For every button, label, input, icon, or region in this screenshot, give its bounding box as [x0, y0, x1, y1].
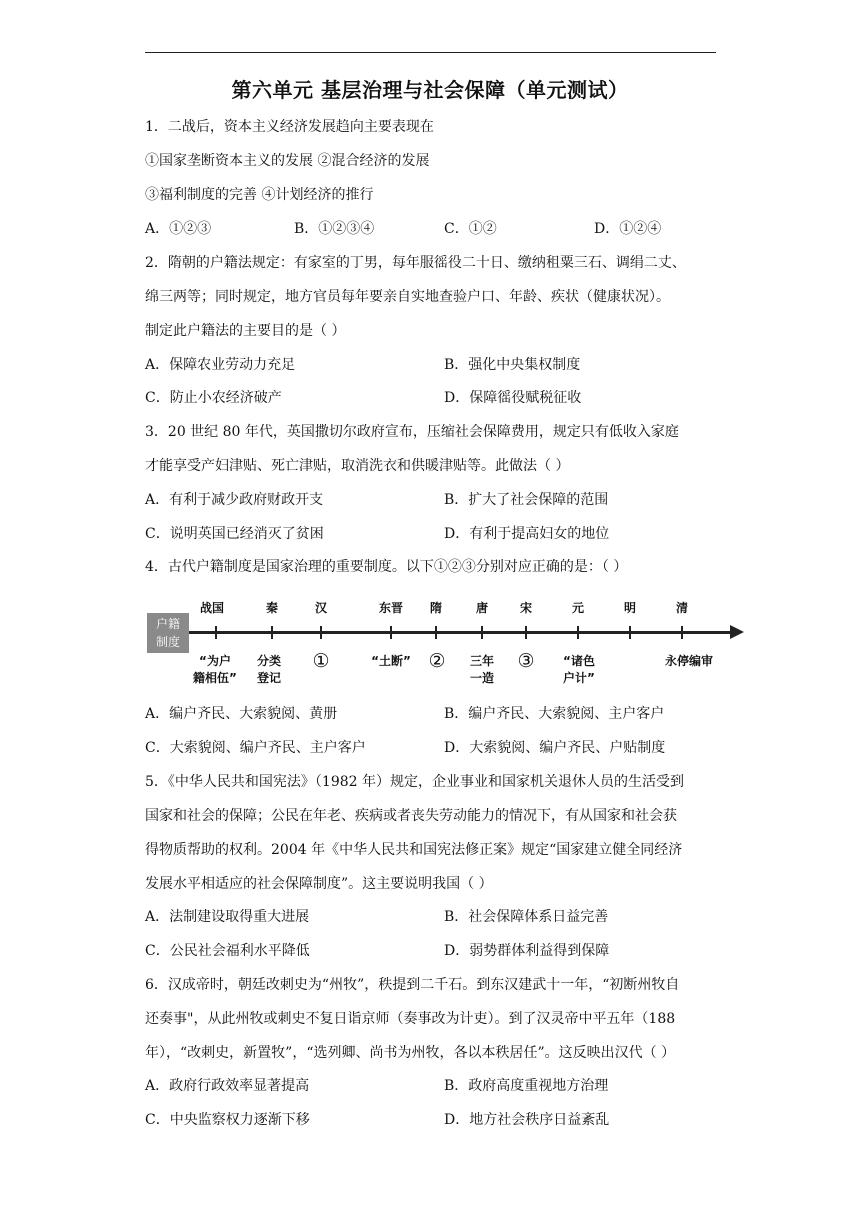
timeline-dynasty: 东晋 [378, 601, 404, 615]
q3-option-a[interactable]: A．有利于减少政府财政开支 [145, 492, 324, 508]
q1-option-d[interactable]: D．①②④ [594, 221, 662, 237]
timeline-dynasty: 秦 [265, 601, 279, 615]
q1-option-c[interactable]: C．①② [444, 221, 497, 237]
timeline-tick [215, 626, 217, 639]
timeline-event: 分类 登记 [256, 654, 282, 685]
q1-option-a[interactable]: A．①②③ [145, 221, 212, 237]
q2-option-d[interactable]: D．保障徭役赋税征收 [444, 390, 582, 406]
timeline-dynasty: 宋 [519, 601, 533, 615]
header-rule [145, 52, 716, 53]
timeline-dynasty: 隋 [429, 601, 443, 615]
timeline-dynasty: 明 [623, 601, 637, 615]
q5-stem-line: 发展水平相适应的社会保障制度”。这主要说明我国（ ） [145, 876, 493, 892]
timeline-dynasty: 战国 [199, 601, 225, 615]
timeline-arrow-icon [730, 625, 744, 639]
q5-option-d[interactable]: D．弱势群体利益得到保障 [444, 943, 610, 959]
q5-option-a[interactable]: A．法制建设取得重大进展 [145, 909, 310, 925]
timeline-tick [481, 626, 483, 639]
q3-stem-line: 3．20 世纪 80 年代，英国撒切尔政府宣布，压缩社会保障费用，规定只有低收入家庭 [145, 424, 679, 440]
q3-option-d[interactable]: D．有利于提高妇女的地位 [444, 526, 610, 542]
q3-option-c[interactable]: C．说明英国已经消灭了贫困 [145, 526, 324, 542]
timeline-dynasty: 元 [571, 601, 585, 615]
timeline-label-line: 户籍 [155, 617, 180, 631]
timeline-event: “土断” [371, 654, 411, 668]
q2-option-b[interactable]: B．强化中央集权制度 [444, 357, 581, 373]
timeline-tick [629, 626, 631, 639]
timeline-label-box [147, 613, 189, 653]
q5-option-b[interactable]: B．社会保障体系日益完善 [444, 909, 609, 925]
q4-option-d[interactable]: D．大索貌阅、编户齐民、户贴制度 [444, 740, 666, 756]
q6-stem-line: 还奏事"，从此州牧或刺史不复日诣京师（奏事改为计吏）。到了汉灵帝中平五年（188 [145, 1011, 676, 1027]
q2-option-c[interactable]: C．防止小农经济破产 [145, 390, 282, 406]
q6-option-c[interactable]: C．中央监察权力逐渐下移 [145, 1112, 310, 1128]
q4-option-b[interactable]: B．编户齐民、大索貌阅、主户客户 [444, 706, 665, 722]
household-registration-timeline [145, 595, 745, 690]
timeline-tick [577, 626, 579, 639]
timeline-tick [525, 626, 527, 639]
q6-option-d[interactable]: D．地方社会秩序日益紊乱 [444, 1112, 610, 1128]
timeline-blank-1: ① [312, 650, 330, 672]
q6-option-a[interactable]: A．政府行政效率显著提高 [145, 1078, 310, 1094]
q3-option-b[interactable]: B．扩大了社会保障的范围 [444, 492, 609, 508]
q6-stem-line: 年），“改刺史，新置牧”，“选列卿、尚书为州牧，各以本秩居任”。这反映出汉代（ ） [145, 1045, 676, 1061]
timeline-blank-2: ② [428, 650, 446, 672]
timeline-tick [390, 626, 392, 639]
timeline-tick [271, 626, 273, 639]
q6-option-b[interactable]: B．政府高度重视地方治理 [444, 1078, 609, 1094]
timeline-tick [320, 626, 322, 639]
timeline-dynasty: 唐 [475, 601, 489, 615]
timeline-blank-3: ③ [517, 650, 535, 672]
q2-stem-line: 绵三两等；同时规定，地方官员每年要亲自实地查验户口、年龄、疾状（健康状况）。 [145, 289, 670, 305]
q2-option-a[interactable]: A．保障农业劳动力充足 [145, 357, 296, 373]
q2-stem-line: 制定此户籍法的主要目的是（ ） [145, 323, 346, 339]
q4-option-c[interactable]: C．大索貌阅、编户齐民、主户客户 [145, 740, 366, 756]
q5-stem-line: 国家和社会的保障；公民在年老、疾病或者丧失劳动能力的情况下，有从国家和社会获 [145, 808, 677, 824]
q1-stem-line: 1．二战后，资本主义经济发展趋向主要表现在 [145, 119, 434, 135]
q6-stem-line: 6．汉成帝时，朝廷改刺史为“州牧”，秩提到二千石。到东汉建武十一年，“初断州牧自 [145, 977, 680, 993]
q4-option-a[interactable]: A．编户齐民、大索貌阅、黄册 [145, 706, 338, 722]
timeline-label-line: 制度 [155, 635, 180, 649]
q5-option-c[interactable]: C．公民社会福利水平降低 [145, 943, 310, 959]
q3-stem-line: 才能享受产妇津贴、死亡津贴，取消洗衣和供暖津贴等。此做法（ ） [145, 458, 570, 474]
timeline-event: 永停编审 [664, 654, 714, 668]
timeline-tick [435, 626, 437, 639]
timeline-event: 三年 一造 [469, 654, 495, 685]
timeline-event: “诸色 户计” [563, 654, 595, 685]
timeline-tick [681, 626, 683, 639]
q1-stem-line: ①国家垄断资本主义的发展 ②混合经济的发展 [145, 153, 430, 169]
q4-stem-line: 4．古代户籍制度是国家治理的重要制度。以下①②③分别对应正确的是：（ ） [145, 559, 628, 575]
timeline-dynasty: 清 [675, 601, 689, 615]
q1-stem-line: ③福利制度的完善 ④计划经济的推行 [145, 187, 374, 203]
q5-stem-line: 得物质帮助的权利。2004 年《中华人民共和国宪法修正案》规定“国家建立健全同经济 [145, 842, 683, 858]
q1-option-b[interactable]: B．①②③④ [294, 221, 375, 237]
q2-stem-line: 2．隋朝的户籍法规定：有家室的丁男，每年服徭役二十日、缴纳租粟三石、调绢二丈、 [145, 255, 686, 271]
timeline-dynasty: 汉 [314, 601, 328, 615]
q5-stem-line: 5．《中华人民共和国宪法》（1982 年）规定，企业事业和国家机关退休人员的生活受到 [145, 774, 684, 790]
timeline-event: “为户 籍相伍” [193, 654, 237, 685]
page-title: 第六单元 基层治理与社会保障（单元测试） [231, 78, 629, 102]
